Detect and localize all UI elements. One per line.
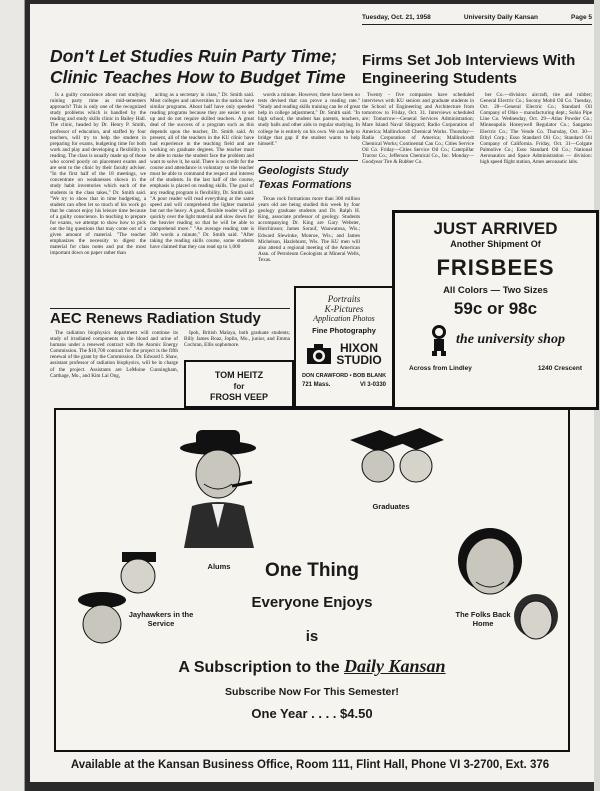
frisbee-location: Across from Lindley xyxy=(409,365,472,372)
masthead-paper: University Daily Kansan xyxy=(463,14,538,21)
jobs-column-2 xyxy=(480,92,592,206)
adjacent-page-edge xyxy=(0,0,25,791)
geologists-text: Texas rock formations more than 300 million years old are being studied this week by four geology graduate students and Dr. Ralph H. King, associate professor of geology. Students accompanying Dr. King are Gary Webster, Hutchinson; James Sorauf, Wauwatosa, Wis.; Edward Slewinke, Monroe, Wis.; and James Michelson, Hazlehurst, Wis. The KU men will also attend a regional meeting of the American Assn. of Petroleum Geologists at Mineral Wells, Texas. xyxy=(258,196,360,263)
price-value: $4.50 xyxy=(340,706,373,721)
page-masthead xyxy=(362,14,592,21)
is-text: is xyxy=(305,628,319,645)
aec-headline: AEC Renews Radiation Study xyxy=(50,310,261,327)
label-jayhawkers: Jayhawkers in the Service xyxy=(128,610,194,628)
masthead-page: Page 5 xyxy=(571,14,592,21)
party-headline: Don't Let Studies Ruin Party Time; Clinic Teaches How to Budget Time xyxy=(50,46,346,87)
party-column-3 xyxy=(258,92,360,156)
aec-rule xyxy=(50,308,290,309)
ad-hixon-studio xyxy=(294,286,394,408)
hixon-staff: DON CRAWFORD • BOB BLANK xyxy=(301,373,387,379)
one-thing: One Thing xyxy=(265,560,359,581)
jobs-headline: Firms Set Job Interviews With Engineering Students xyxy=(362,52,576,87)
geologists-headline: Geologists Study Texas Formations xyxy=(258,165,352,191)
hixon-application: Application Photos xyxy=(313,314,375,323)
daily-kansan-logo: Daily Kansan xyxy=(344,656,446,676)
jobs-column-1 xyxy=(362,92,474,206)
masthead-date: Tuesday, Oct. 21, 1958 xyxy=(362,14,431,21)
geologists-rule xyxy=(258,160,358,161)
jayhawk-mascot-icon xyxy=(426,323,452,357)
label-alums: Alums xyxy=(207,562,231,571)
hixon-kpictures: K-Pictures xyxy=(324,304,364,314)
aec-col1-text: The radiation biophysics department will continue its study of irradiated components in the blood and urine of humans under a renewed contract with the Atomic Energy Commission. The $10,700 contract for the project is the fifth renewal of the grant by the Commission. Dr. Edward I. Shaw, assistant professor of radiation biophysics, will be in charge of the project. Assistants are LeMoine Cunningham, Carthage, Mo., and Kim Lai Ong, xyxy=(50,330,178,379)
price-label: One Year . . . . xyxy=(251,706,337,721)
aec-column-1 xyxy=(50,330,178,404)
hixon-portraits: Portraits xyxy=(327,294,361,304)
frisbee-footer xyxy=(395,365,596,372)
jobs-col2-text: ber Co.—division: aircraft, tire and rubber; General Electric Co.; Socony Mobil Oil Co. Tuesday, Oct. 28—General Electric Co.; Standard Oil Company of Ohio – manufacturing dept.; Sohio Pipe Line Co. Wednesday, Oct. 29—Atlas Powder Co.; Minneapolis Honeywell Regulator Co.; Sangamo Electric Co.; The Vende Co. Thursday, Oct. 30—Ethyl Corp.; Esso Standard Oil Co.; Standard Oil Company of California. Friday, Oct. 31—Colgate Palmolive Co.; Esso Standard Oil Co.; National Aeronautics and Space Administration — division: high speed flight station, Ames aeronautic labs. xyxy=(480,92,592,166)
heitz-name: TOM HEITZ xyxy=(214,370,264,380)
subscription-line xyxy=(56,656,568,677)
subscribe-now: Subscribe Now For This Semester! xyxy=(225,686,399,698)
frisbee-title: FRISBEES xyxy=(436,255,555,280)
hixon-address: 721 Mass. xyxy=(302,382,331,388)
party-col2-text: acting as a secretary in class," Dr. Smith said. Most colleges and universities in the nation have similar programs. About half have only speeded reading programs because they are easier to set up and do not require skilled teachers. A great deal of the success of a program such as this depends upon the teacher, Dr. Smith said. At present, all of the teachers in the KU clinic have had experience in the teaching field and are working on graduate degrees. The teacher must be able to make the student face the problem and want to solve it, he said. There is no credit for the course and attendance is voluntary so the teacher must be able to command the respect and interest of the students. In the last half of the course, emphasis is placed on reading skills. The goal of any reading program is flexibility, Dr. Smith said. "A poor reader will read everything at the same speed and will comprehend the lighter material but not the heavy. A good, flexible reader will go quickly over the light material and slow down for the heavier reading so that he will be able to comprehend more." "An average reading rate is 300 words a minute," Dr. Smith said. "After taking the reading skills course, some students have claimed that they can read up to 1,000 xyxy=(150,92,254,251)
subscription-text: A Subscription to the xyxy=(178,659,340,676)
ad-kansan-subscription xyxy=(54,408,570,752)
camera-icon xyxy=(304,339,334,369)
party-col3-text: words a minute. However, there have been no tests devised that can prove a reading rate." "Study and reading skills training can be of great help in college adjustment," Dr. Smith said. "In high school, the student has parents, teachers, study halls and other aids to regular studying. In college he is entirely on his own. We can help to bridge that gap if the student wants to help himself." xyxy=(258,92,360,147)
alum-man-illustration xyxy=(174,428,264,548)
party-column-2 xyxy=(150,92,254,306)
frisbee-another: Another Shipment Of xyxy=(450,239,541,249)
availability-line: Available at the Kansan Business Office, Room 111, Flint Hall, Phone VI 3-2700, Ext. 376 xyxy=(70,759,550,771)
jobs-col1-text: Twenty - five companies have scheduled interviews with KU seniors and graduate students in the School of Engineering and Architecture from tomorrow to Friday, Oct. 31. Interviews scheduled are: Tomorrow—General Services Administration; Mare Island Naval Shipyard; Radio Corporation of America; Mallinckrodt Chemical Works. Thursday—Radio Corporation of America; Mallinckrodt Chemical Works; Continental Can Co.; Cities Service Oil Co. Friday—Cities Service Oil Co.; Caterpillar Tractor Co.; Jefferson Chemical Co., Inc. Monday—Goodyear Tire & Rubber Co. xyxy=(362,92,474,166)
price-line xyxy=(56,706,568,721)
newspaper-page xyxy=(30,4,594,782)
frisbee-just-arrived: JUST ARRIVED xyxy=(433,219,558,238)
aec-column-2 xyxy=(184,330,290,358)
party-column-1 xyxy=(50,92,146,306)
heitz-for: for xyxy=(233,382,245,391)
graduates-illustration xyxy=(346,428,446,498)
geologists-body xyxy=(258,196,360,284)
frisbee-price: 59c or 98c xyxy=(453,299,538,318)
hixon-fine: Fine Photography xyxy=(312,326,376,335)
aec-col2-text: Ipoh, British Malaya, both graduate students; Billy James Boaz, Joplin, Mo., junior, and Emma Cochran, Ellis sophomore. xyxy=(184,330,290,349)
frisbee-address: 1240 Crescent xyxy=(537,365,582,372)
frisbee-colors: All Colors — Two Sizes xyxy=(443,285,548,296)
masthead-rule xyxy=(362,24,592,25)
hixon-name: HIXON STUDIO xyxy=(336,341,382,367)
label-folks: The Folks Back Home xyxy=(455,610,511,628)
hixon-phone: VI 3-0330 xyxy=(359,382,386,388)
ad-frisbees xyxy=(392,210,599,410)
university-shop-logo: the university shop xyxy=(456,332,565,347)
everyone-enjoys: Everyone Enjoys xyxy=(251,594,373,611)
heitz-office: FROSH VEEP xyxy=(209,392,268,402)
party-col1-text: Is a guilty conscience about not studying ruining party time as mid-semesters approach? This is only one of the recognized study problems which is handled by the reading and study skills clinic in Bailey Hall. The clinic, headed by Dr. Henry P. Smith, professor of education, and staffed by four teachers, will try to help the student in preparing for exams, budgeting time for both work and play and developing a flexibility in reading. The class is usually made up of those who scored poorly on placement exams and are sent to the clinic by their faculty adviser. "In the first half of the 18 meetings, we concentrate on weaknesses shown in the study habit inventories which each of the students in the class takes," Dr. Smith said. "We try to show that in time budgeting, a student can often let so much of his work go that he cannot enjoy his leisure time because of a guilty conscience. In teaching to prepare for exams, we attempt to show how to pick out the big questions that may come out of a given amount of material. "The teacher emphasizes the necessity to digest the material for class notes and put the most important down on paper rather than xyxy=(50,92,146,257)
ad-tom-heitz xyxy=(184,360,294,408)
label-graduates: Graduates xyxy=(372,502,410,511)
